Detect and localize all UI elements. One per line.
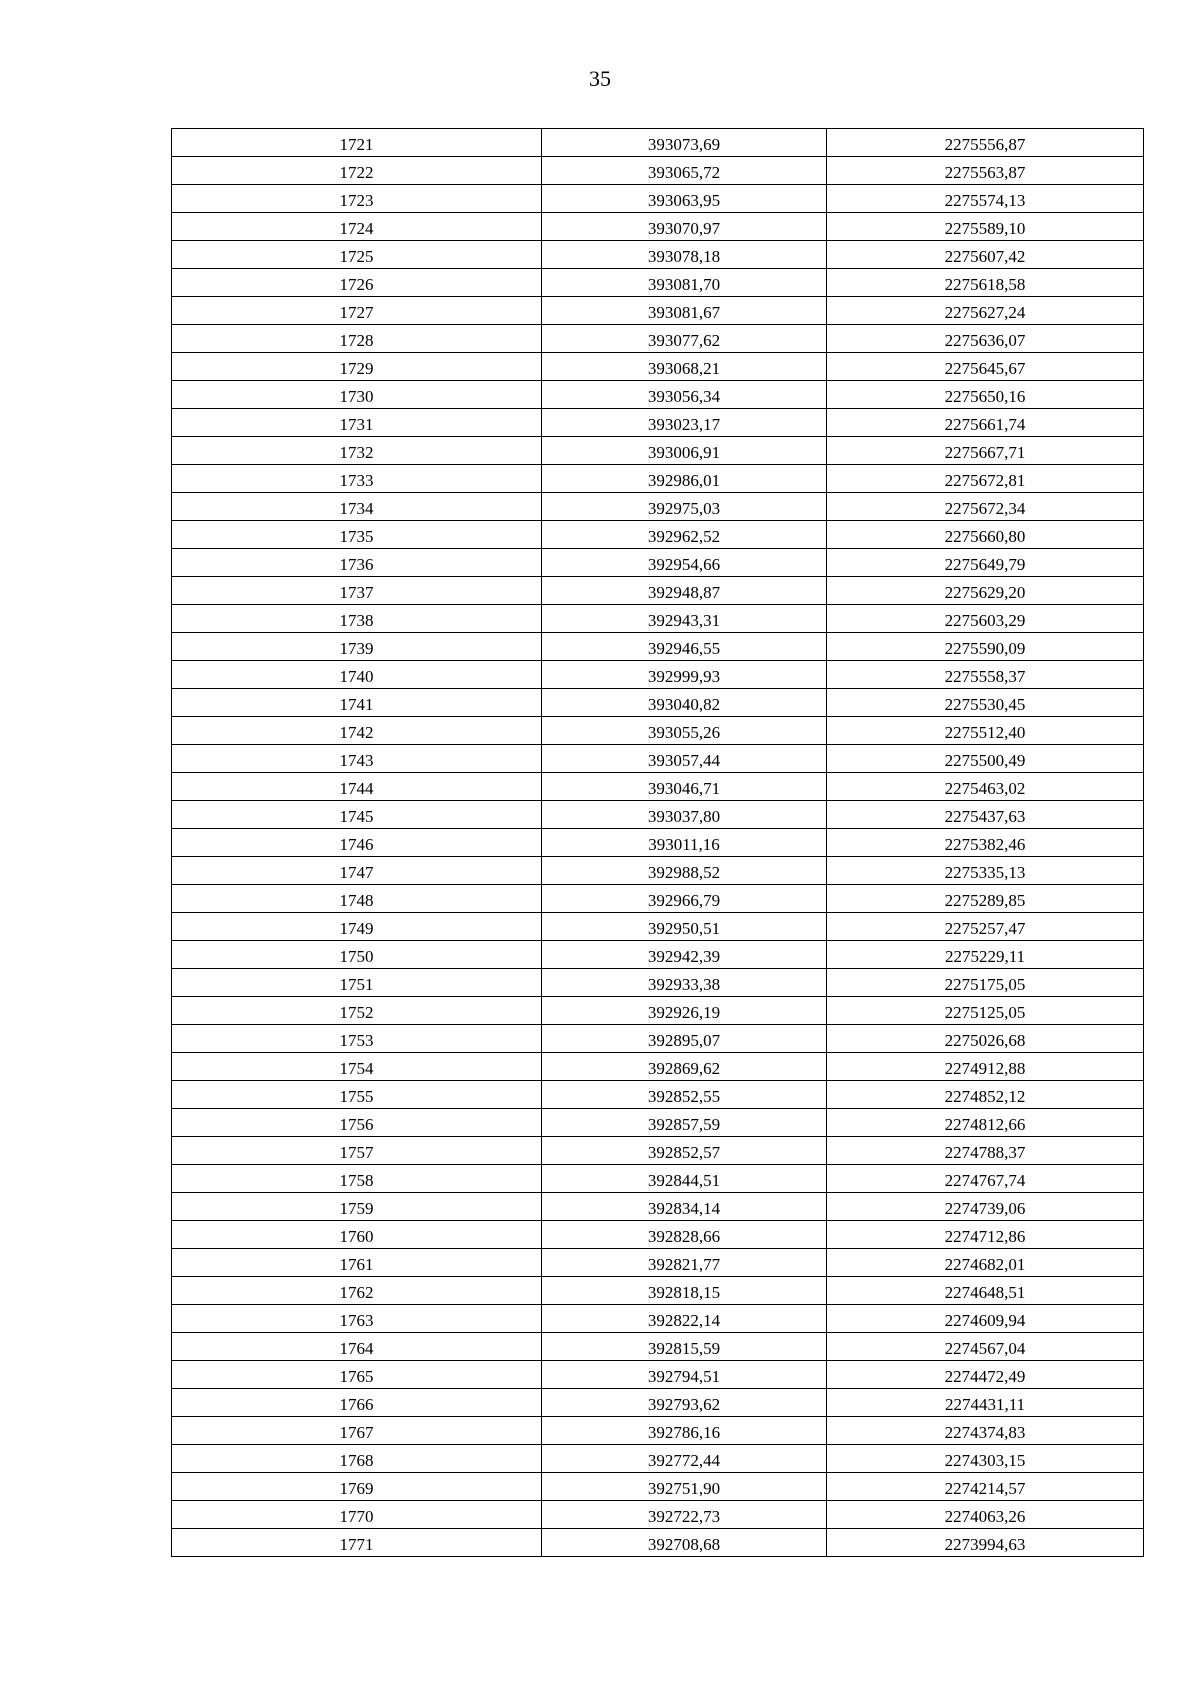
x-coordinate-cell: 392962,52 <box>542 521 827 549</box>
x-coordinate-cell: 392954,66 <box>542 549 827 577</box>
table-row <box>172 1137 1144 1165</box>
table-row <box>172 1221 1144 1249</box>
table-row <box>172 185 1144 213</box>
table-row <box>172 745 1144 773</box>
table-row <box>172 1389 1144 1417</box>
point-number-cell: 1763 <box>172 1305 542 1333</box>
point-number-cell: 1742 <box>172 717 542 745</box>
x-coordinate-cell: 392999,93 <box>542 661 827 689</box>
x-coordinate-cell: 393055,26 <box>542 717 827 745</box>
table-row <box>172 1025 1144 1053</box>
y-coordinate-cell: 2274609,94 <box>827 1305 1144 1333</box>
point-number-cell: 1762 <box>172 1277 542 1305</box>
table-row <box>172 437 1144 465</box>
y-coordinate-cell: 2275463,02 <box>827 773 1144 801</box>
table-row <box>172 409 1144 437</box>
y-coordinate-cell: 2275437,63 <box>827 801 1144 829</box>
point-number-cell: 1760 <box>172 1221 542 1249</box>
point-number-cell: 1741 <box>172 689 542 717</box>
page-number: 35 <box>589 66 611 91</box>
y-coordinate-cell: 2274472,49 <box>827 1361 1144 1389</box>
x-coordinate-cell: 392818,15 <box>542 1277 827 1305</box>
y-coordinate-cell: 2275618,58 <box>827 269 1144 297</box>
x-coordinate-cell: 392794,51 <box>542 1361 827 1389</box>
y-coordinate-cell: 2275175,05 <box>827 969 1144 997</box>
y-coordinate-cell: 2275629,20 <box>827 577 1144 605</box>
table-row <box>172 633 1144 661</box>
x-coordinate-cell: 392950,51 <box>542 913 827 941</box>
y-coordinate-cell: 2275650,16 <box>827 381 1144 409</box>
x-coordinate-cell: 393037,80 <box>542 801 827 829</box>
y-coordinate-cell: 2275556,87 <box>827 129 1144 157</box>
point-number-cell: 1749 <box>172 913 542 941</box>
table-row <box>172 773 1144 801</box>
x-coordinate-cell: 393040,82 <box>542 689 827 717</box>
x-coordinate-cell: 392751,90 <box>542 1473 827 1501</box>
x-coordinate-cell: 393063,95 <box>542 185 827 213</box>
y-coordinate-cell: 2275627,24 <box>827 297 1144 325</box>
table-row <box>172 1445 1144 1473</box>
table-row <box>172 969 1144 997</box>
x-coordinate-cell: 393065,72 <box>542 157 827 185</box>
y-coordinate-cell: 2275257,47 <box>827 913 1144 941</box>
x-coordinate-cell: 392869,62 <box>542 1053 827 1081</box>
x-coordinate-cell: 392975,03 <box>542 493 827 521</box>
y-coordinate-cell: 2275672,81 <box>827 465 1144 493</box>
y-coordinate-cell: 2274682,01 <box>827 1249 1144 1277</box>
y-coordinate-cell: 2275667,71 <box>827 437 1144 465</box>
x-coordinate-cell: 392946,55 <box>542 633 827 661</box>
x-coordinate-cell: 393073,69 <box>542 129 827 157</box>
x-coordinate-cell: 392852,55 <box>542 1081 827 1109</box>
y-coordinate-cell: 2275500,49 <box>827 745 1144 773</box>
y-coordinate-cell: 2275649,79 <box>827 549 1144 577</box>
x-coordinate-cell: 393070,97 <box>542 213 827 241</box>
table-row <box>172 353 1144 381</box>
y-coordinate-cell: 2274767,74 <box>827 1165 1144 1193</box>
point-number-cell: 1748 <box>172 885 542 913</box>
point-number-cell: 1754 <box>172 1053 542 1081</box>
y-coordinate-cell: 2274063,26 <box>827 1501 1144 1529</box>
x-coordinate-cell: 393046,71 <box>542 773 827 801</box>
point-number-cell: 1770 <box>172 1501 542 1529</box>
table-row <box>172 857 1144 885</box>
point-number-cell: 1736 <box>172 549 542 577</box>
y-coordinate-cell: 2275530,45 <box>827 689 1144 717</box>
y-coordinate-cell: 2275289,85 <box>827 885 1144 913</box>
y-coordinate-cell: 2274788,37 <box>827 1137 1144 1165</box>
point-number-cell: 1723 <box>172 185 542 213</box>
point-number-cell: 1730 <box>172 381 542 409</box>
y-coordinate-cell: 2274712,86 <box>827 1221 1144 1249</box>
table-row <box>172 885 1144 913</box>
point-number-cell: 1759 <box>172 1193 542 1221</box>
point-number-cell: 1743 <box>172 745 542 773</box>
table-row <box>172 941 1144 969</box>
table-row <box>172 1305 1144 1333</box>
point-number-cell: 1734 <box>172 493 542 521</box>
point-number-cell: 1731 <box>172 409 542 437</box>
y-coordinate-cell: 2275645,67 <box>827 353 1144 381</box>
point-number-cell: 1722 <box>172 157 542 185</box>
y-coordinate-cell: 2275125,05 <box>827 997 1144 1025</box>
table-row <box>172 1417 1144 1445</box>
x-coordinate-cell: 392822,14 <box>542 1305 827 1333</box>
point-number-cell: 1729 <box>172 353 542 381</box>
point-number-cell: 1755 <box>172 1081 542 1109</box>
x-coordinate-cell: 393056,34 <box>542 381 827 409</box>
x-coordinate-cell: 392828,66 <box>542 1221 827 1249</box>
table-row <box>172 129 1144 157</box>
table-row <box>172 269 1144 297</box>
x-coordinate-cell: 392966,79 <box>542 885 827 913</box>
table-row <box>172 577 1144 605</box>
point-number-cell: 1751 <box>172 969 542 997</box>
x-coordinate-cell: 392772,44 <box>542 1445 827 1473</box>
table-row <box>172 1501 1144 1529</box>
x-coordinate-cell: 392986,01 <box>542 465 827 493</box>
table-row <box>172 465 1144 493</box>
y-coordinate-cell: 2275660,80 <box>827 521 1144 549</box>
y-coordinate-cell: 2274812,66 <box>827 1109 1144 1137</box>
y-coordinate-cell: 2274374,83 <box>827 1417 1144 1445</box>
point-number-cell: 1757 <box>172 1137 542 1165</box>
point-number-cell: 1771 <box>172 1529 542 1557</box>
y-coordinate-cell: 2273994,63 <box>827 1529 1144 1557</box>
table-row <box>172 913 1144 941</box>
table-row <box>172 605 1144 633</box>
y-coordinate-cell: 2275589,10 <box>827 213 1144 241</box>
x-coordinate-cell: 393011,16 <box>542 829 827 857</box>
table-row <box>172 297 1144 325</box>
point-number-cell: 1728 <box>172 325 542 353</box>
table-row <box>172 689 1144 717</box>
point-number-cell: 1727 <box>172 297 542 325</box>
point-number-cell: 1746 <box>172 829 542 857</box>
table-row <box>172 717 1144 745</box>
y-coordinate-cell: 2275229,11 <box>827 941 1144 969</box>
coordinates-table <box>171 128 1144 1557</box>
table-row <box>172 1473 1144 1501</box>
x-coordinate-cell: 392895,07 <box>542 1025 827 1053</box>
table-row <box>172 1109 1144 1137</box>
point-number-cell: 1758 <box>172 1165 542 1193</box>
x-coordinate-cell: 392948,87 <box>542 577 827 605</box>
point-number-cell: 1767 <box>172 1417 542 1445</box>
point-number-cell: 1765 <box>172 1361 542 1389</box>
table-row <box>172 493 1144 521</box>
point-number-cell: 1737 <box>172 577 542 605</box>
x-coordinate-cell: 393068,21 <box>542 353 827 381</box>
point-number-cell: 1764 <box>172 1333 542 1361</box>
x-coordinate-cell: 392933,38 <box>542 969 827 997</box>
y-coordinate-cell: 2275382,46 <box>827 829 1144 857</box>
x-coordinate-cell: 393081,70 <box>542 269 827 297</box>
y-coordinate-cell: 2274739,06 <box>827 1193 1144 1221</box>
x-coordinate-cell: 392793,62 <box>542 1389 827 1417</box>
point-number-cell: 1761 <box>172 1249 542 1277</box>
y-coordinate-cell: 2275563,87 <box>827 157 1144 185</box>
point-number-cell: 1739 <box>172 633 542 661</box>
x-coordinate-cell: 392821,77 <box>542 1249 827 1277</box>
y-coordinate-cell: 2275590,09 <box>827 633 1144 661</box>
point-number-cell: 1732 <box>172 437 542 465</box>
point-number-cell: 1745 <box>172 801 542 829</box>
x-coordinate-cell: 393023,17 <box>542 409 827 437</box>
point-number-cell: 1724 <box>172 213 542 241</box>
point-number-cell: 1766 <box>172 1389 542 1417</box>
y-coordinate-cell: 2274431,11 <box>827 1389 1144 1417</box>
table-row <box>172 157 1144 185</box>
point-number-cell: 1753 <box>172 1025 542 1053</box>
y-coordinate-cell: 2274567,04 <box>827 1333 1144 1361</box>
y-coordinate-cell: 2274852,12 <box>827 1081 1144 1109</box>
table-row <box>172 381 1144 409</box>
table-row <box>172 1053 1144 1081</box>
point-number-cell: 1752 <box>172 997 542 1025</box>
y-coordinate-cell: 2274303,15 <box>827 1445 1144 1473</box>
x-coordinate-cell: 393078,18 <box>542 241 827 269</box>
point-number-cell: 1733 <box>172 465 542 493</box>
y-coordinate-cell: 2275026,68 <box>827 1025 1144 1053</box>
point-number-cell: 1735 <box>172 521 542 549</box>
table-row <box>172 1165 1144 1193</box>
y-coordinate-cell: 2275636,07 <box>827 325 1144 353</box>
y-coordinate-cell: 2275603,29 <box>827 605 1144 633</box>
x-coordinate-cell: 392926,19 <box>542 997 827 1025</box>
x-coordinate-cell: 392815,59 <box>542 1333 827 1361</box>
table-row <box>172 549 1144 577</box>
point-number-cell: 1726 <box>172 269 542 297</box>
x-coordinate-cell: 392988,52 <box>542 857 827 885</box>
table-row <box>172 661 1144 689</box>
table-row <box>172 997 1144 1025</box>
y-coordinate-cell: 2275574,13 <box>827 185 1144 213</box>
point-number-cell: 1725 <box>172 241 542 269</box>
x-coordinate-cell: 392708,68 <box>542 1529 827 1557</box>
point-number-cell: 1769 <box>172 1473 542 1501</box>
y-coordinate-cell: 2274214,57 <box>827 1473 1144 1501</box>
y-coordinate-cell: 2275661,74 <box>827 409 1144 437</box>
table-row <box>172 1277 1144 1305</box>
y-coordinate-cell: 2275512,40 <box>827 717 1144 745</box>
x-coordinate-cell: 392722,73 <box>542 1501 827 1529</box>
table-row <box>172 801 1144 829</box>
table-row <box>172 1193 1144 1221</box>
y-coordinate-cell: 2275607,42 <box>827 241 1144 269</box>
x-coordinate-cell: 392786,16 <box>542 1417 827 1445</box>
x-coordinate-cell: 393057,44 <box>542 745 827 773</box>
table-row <box>172 1529 1144 1557</box>
point-number-cell: 1768 <box>172 1445 542 1473</box>
coordinates-table-body <box>172 129 1144 1557</box>
y-coordinate-cell: 2274912,88 <box>827 1053 1144 1081</box>
x-coordinate-cell: 392942,39 <box>542 941 827 969</box>
x-coordinate-cell: 392834,14 <box>542 1193 827 1221</box>
x-coordinate-cell: 392943,31 <box>542 605 827 633</box>
y-coordinate-cell: 2275335,13 <box>827 857 1144 885</box>
point-number-cell: 1750 <box>172 941 542 969</box>
y-coordinate-cell: 2275558,37 <box>827 661 1144 689</box>
point-number-cell: 1738 <box>172 605 542 633</box>
table-row <box>172 325 1144 353</box>
x-coordinate-cell: 392857,59 <box>542 1109 827 1137</box>
table-row <box>172 1333 1144 1361</box>
table-row <box>172 521 1144 549</box>
x-coordinate-cell: 392844,51 <box>542 1165 827 1193</box>
table-row <box>172 1361 1144 1389</box>
point-number-cell: 1756 <box>172 1109 542 1137</box>
point-number-cell: 1747 <box>172 857 542 885</box>
x-coordinate-cell: 392852,57 <box>542 1137 827 1165</box>
table-row <box>172 1081 1144 1109</box>
point-number-cell: 1740 <box>172 661 542 689</box>
table-row <box>172 241 1144 269</box>
table-row <box>172 1249 1144 1277</box>
y-coordinate-cell: 2275672,34 <box>827 493 1144 521</box>
point-number-cell: 1721 <box>172 129 542 157</box>
point-number-cell: 1744 <box>172 773 542 801</box>
x-coordinate-cell: 393081,67 <box>542 297 827 325</box>
table-row <box>172 213 1144 241</box>
table-row <box>172 829 1144 857</box>
y-coordinate-cell: 2274648,51 <box>827 1277 1144 1305</box>
x-coordinate-cell: 393006,91 <box>542 437 827 465</box>
x-coordinate-cell: 393077,62 <box>542 325 827 353</box>
